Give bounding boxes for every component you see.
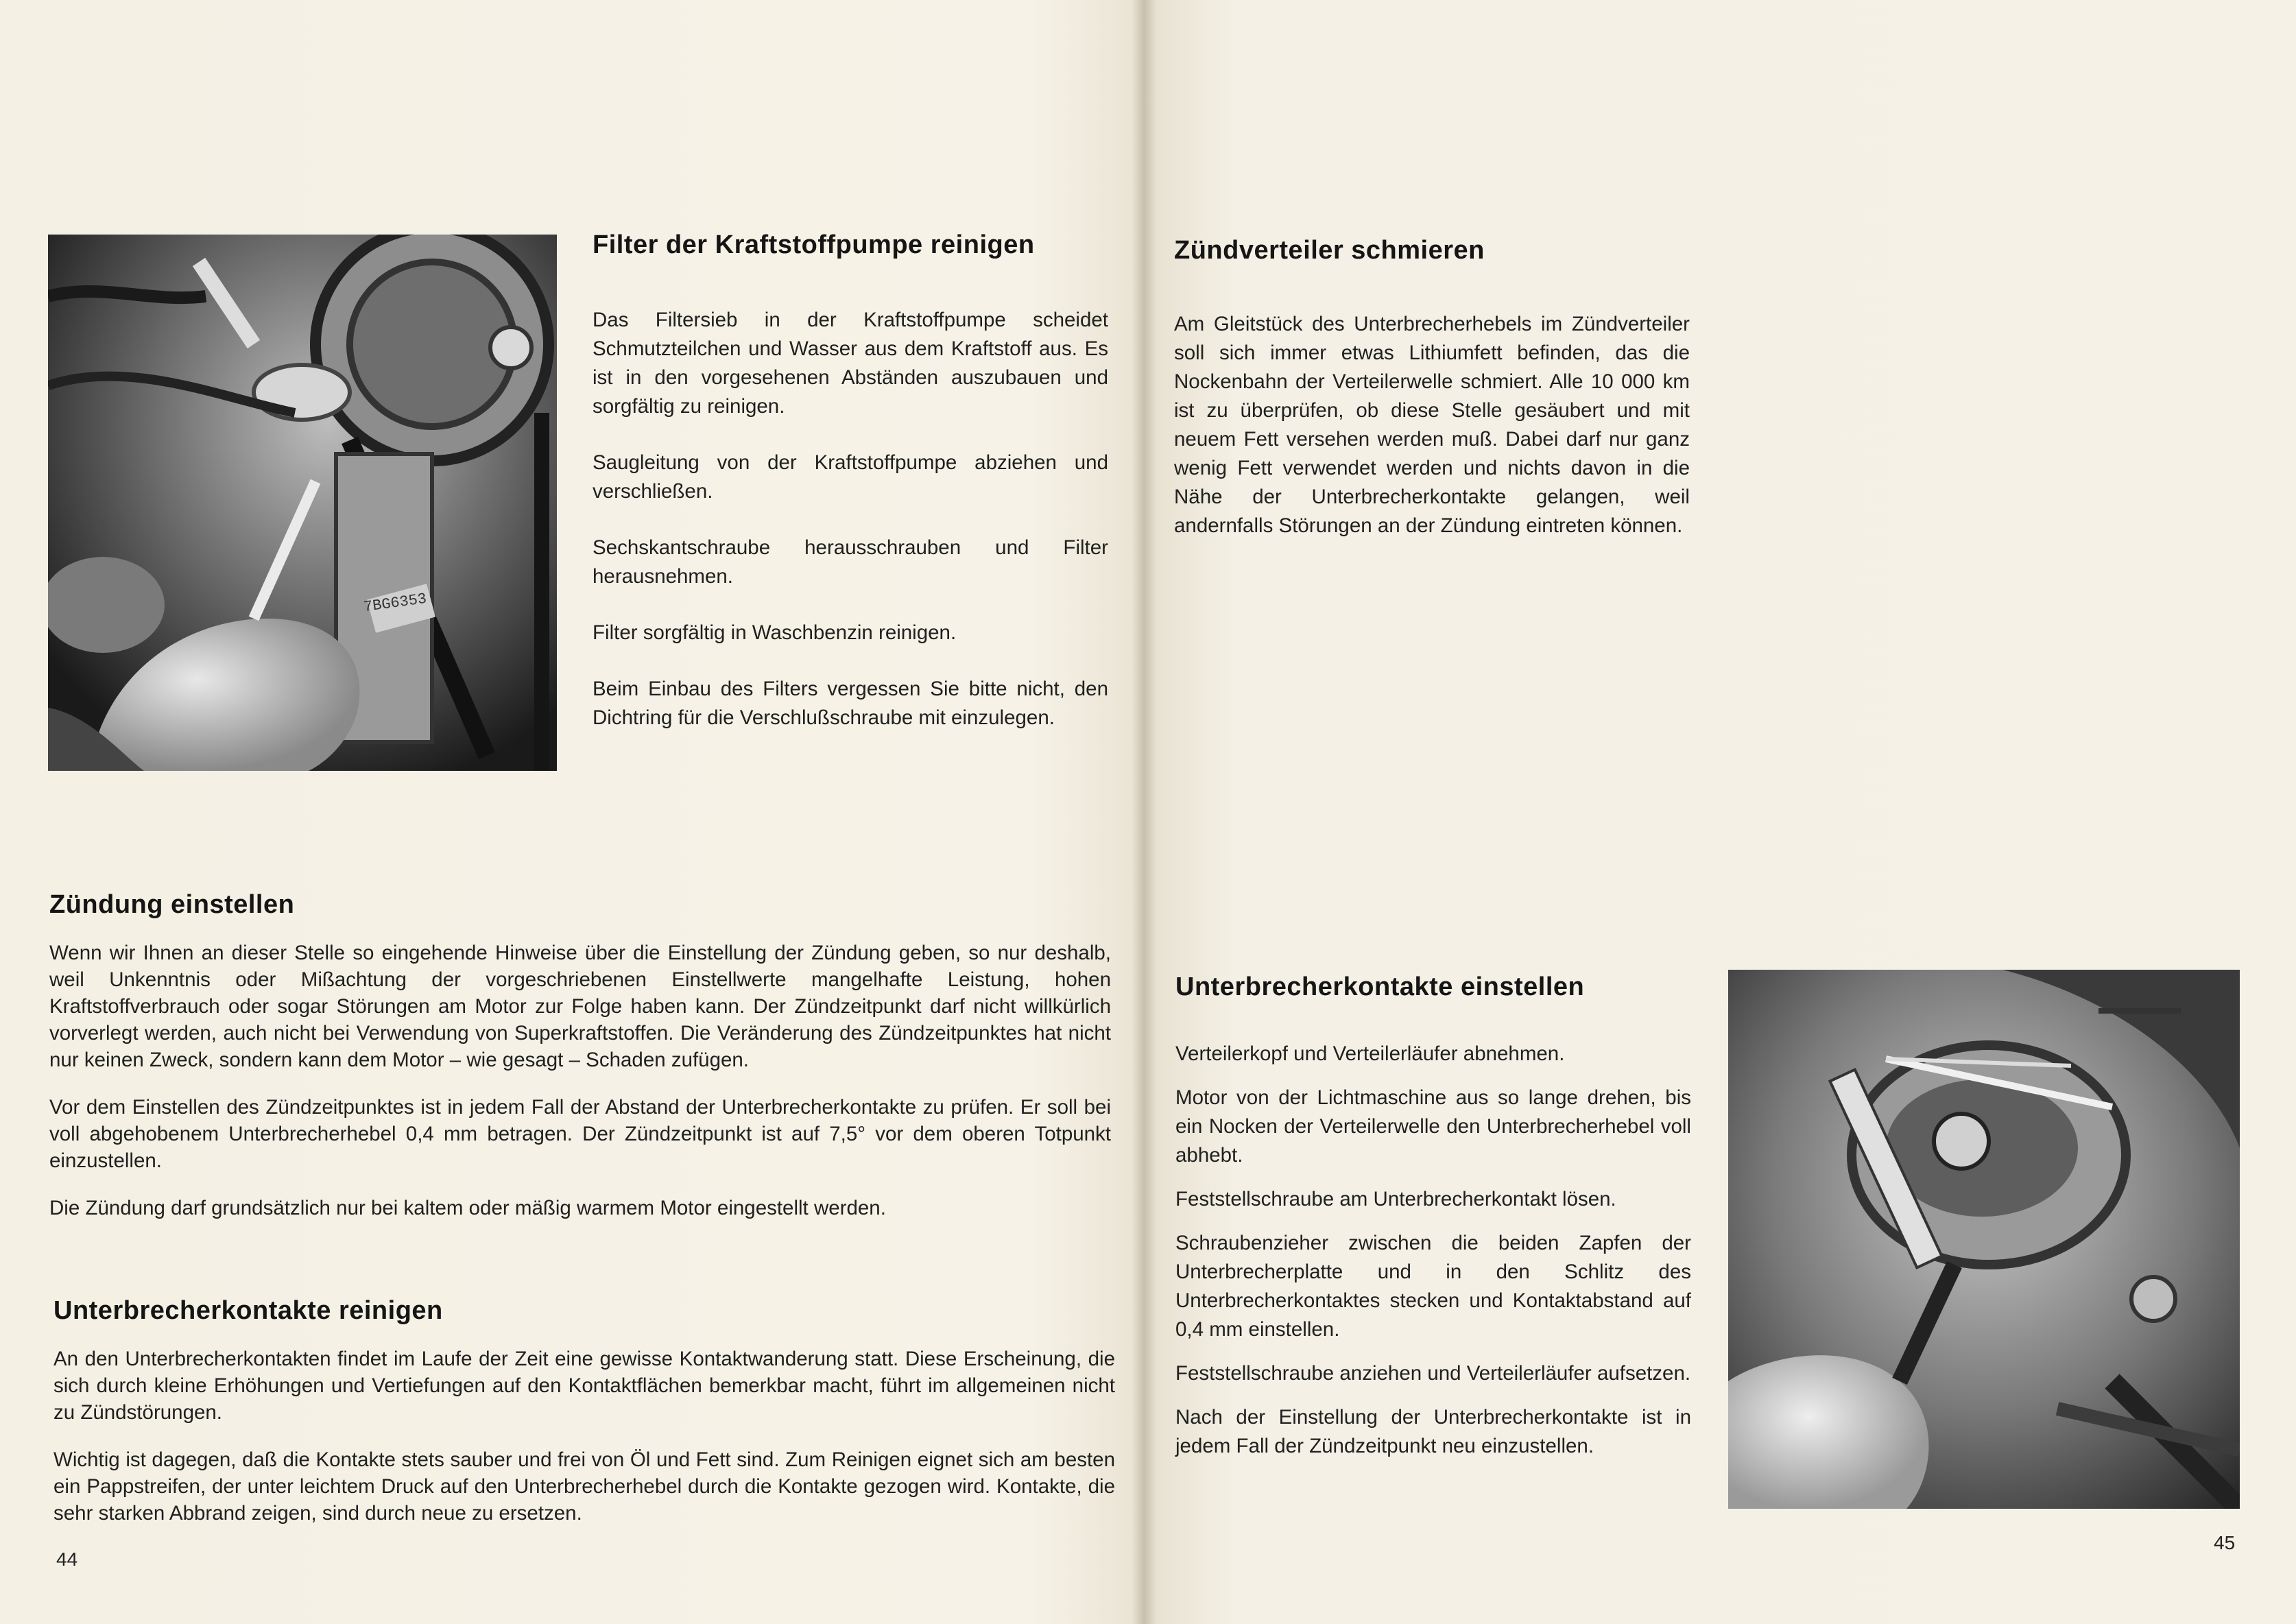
engine-number-label: 7BG6353 bbox=[362, 590, 428, 617]
fuel-filter-paragraph: Filter sorgfältig in Waschbenzin reinigen. bbox=[593, 621, 957, 644]
contacts-adjust-paragraph: Schraubenzieher zwischen die beiden Zapfen der Unterbrecherplatte und in den Schlitz des Unterbrecherkontaktes stecken und Kontaktabstand auf 0,4 mm einstellen. bbox=[1175, 1232, 1691, 1341]
fuel-filter-heading: Filter der Kraftstoffpumpe reinigen bbox=[593, 230, 1035, 259]
page-number-left: 44 bbox=[56, 1549, 78, 1570]
contacts-adjust-paragraph: Feststellschraube am Unterbrecherkontakt lösen. bbox=[1175, 1188, 1616, 1210]
contacts-adjust-paragraph: Nach der Einstellung der Unterbrecherkontakte ist in jedem Fall der Zündzeitpunkt neu einzustellen. bbox=[1175, 1406, 1691, 1457]
distributor-photo bbox=[1728, 970, 2240, 1509]
ignition-paragraph: Wenn wir Ihnen an dieser Stelle so eingehende Hinweise über die Einstellung der Zündung geben, so nur deshalb, weil Unkenntnis oder Mißachtung der vorgeschriebenen Einstellwerte mangelhafte Leistung, hohen Kraftstoffverbrauch oder sogar Störungen am Motor zur Folge haben kann. Der Zündzeitpunkt darf nicht willkürlich vorverlegt werden, auch nicht bei Verwendung von Superkraftstoffen. Die Veränderung des Zündzeitpunktes hat nicht nur keinen Zweck, sondern kann dem Motor – wie gesagt – Schaden zufügen. bbox=[49, 942, 1111, 1071]
page-45 bbox=[1144, 0, 2296, 1624]
distributor-lube-paragraph: Am Gleitstück des Unterbrecherhebels im Zündverteiler soll sich immer etwas Lithiumfett befinden, das die Nockenbahn der Verteilerwelle schmiert. Alle 10 000 km ist zu überprüfen, ob diese Stelle gesäubert und mit neuem Fett versehen werden muß. Dabei darf nur ganz wenig Fett verwendet werden und nichts davon in die Nähe der Unterbrecherkontakte gelangen, weil andernfalls Störungen an der Zündung eintreten können. bbox=[1174, 313, 1690, 537]
fuel-pump-photo bbox=[48, 235, 557, 771]
fuel-filter-text bbox=[593, 306, 1108, 760]
contacts-clean-heading: Unterbrecherkontakte reinigen bbox=[53, 1296, 443, 1325]
contacts-adjust-paragraph: Verteilerkopf und Verteilerläufer abnehmen. bbox=[1175, 1042, 1565, 1065]
fuel-filter-paragraph: Sechskantschraube herausschrauben und Filter herausnehmen. bbox=[593, 536, 1108, 588]
distributor-lube-text bbox=[1174, 310, 1690, 568]
fuel-filter-paragraph: Das Filtersieb in der Kraftstoffpumpe scheidet Schmutzteilchen und Wasser aus dem Kraftstoff aus. Es ist in den vorgesehenen Abständen auszubauen und sorgfältig zu reinigen. bbox=[593, 309, 1108, 418]
ignition-paragraph: Die Zündung darf grundsätzlich nur bei kaltem oder mäßig warmem Motor eingestellt werden. bbox=[49, 1197, 886, 1219]
contacts-clean-paragraph: Wichtig ist dagegen, daß die Kontakte stets sauber und frei von Öl und Fett sind. Zum Reinigen eignet sich am besten ein Pappstreifen, der unter leichtem Druck auf den Unterbrecherhebel durch die Kontakte gezogen wird. Kontakte, die sehr starken Abbrand zeigen, sind durch neue zu ersetzen. bbox=[53, 1448, 1115, 1525]
contacts-adjust-text bbox=[1175, 1040, 1691, 1476]
page-number-right: 45 bbox=[2214, 1532, 2236, 1553]
contacts-adjust-paragraph: Motor von der Lichtmaschine aus so lange drehen, bis ein Nocken der Verteilerwelle den Unterbrecherhebel voll abhebt. bbox=[1175, 1086, 1691, 1167]
ignition-heading: Zündung einstellen bbox=[49, 890, 295, 919]
contacts-adjust-paragraph: Feststellschraube anziehen und Verteilerläufer aufsetzen. bbox=[1175, 1362, 1691, 1385]
ignition-paragraph: Vor dem Einstellen des Zündzeitpunktes ist in jedem Fall der Abstand der Unterbrecherkontakte zu prüfen. Er soll bei voll abgehobenem Unterbrecherhebel 0,4 mm betragen. Der Zündzeitpunkt ist auf 7,5° vor dem oberen Totpunkt einzustellen. bbox=[49, 1096, 1111, 1172]
book-gutter bbox=[1132, 0, 1156, 1624]
fuel-filter-paragraph: Beim Einbau des Filters vergessen Sie bitte nicht, den Dichtring für die Verschlußschraube mit einzulegen. bbox=[593, 678, 1108, 729]
contacts-clean-text bbox=[53, 1346, 1115, 1547]
contacts-adjust-heading: Unterbrecherkontakte einstellen bbox=[1175, 972, 1585, 1001]
page-44 bbox=[0, 0, 1144, 1624]
distributor-lube-heading: Zündverteiler schmieren bbox=[1174, 236, 1485, 265]
ignition-text bbox=[49, 940, 1111, 1242]
contacts-clean-paragraph: An den Unterbrecherkontakten findet im Laufe der Zeit eine gewisse Kontaktwanderung statt. Diese Erscheinung, die sich durch kleine Erhöhungen und Vertiefungen auf den Kontaktflächen bemerkbar macht, führt im allgemeinen nicht zu Zündstörungen. bbox=[53, 1348, 1115, 1424]
fuel-filter-paragraph: Saugleitung von der Kraftstoffpumpe abziehen und verschließen. bbox=[593, 451, 1108, 503]
